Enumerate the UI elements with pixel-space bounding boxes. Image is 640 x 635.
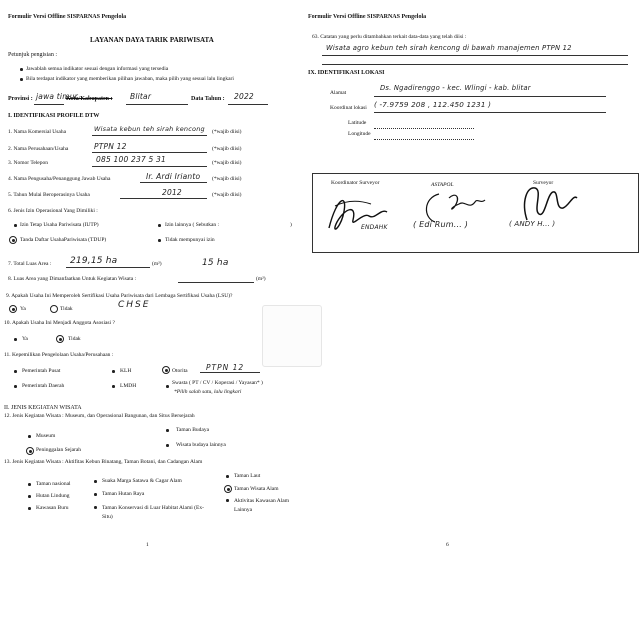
bullet-icon [166, 385, 169, 388]
longitude-field[interactable] [374, 139, 474, 140]
izin-option-lainnya-close: ) [290, 222, 292, 228]
q13-option-hutan-lindung[interactable]: Hutan Lindung [36, 493, 70, 499]
q13-label: 13. Jenis Kegiatan Wisata : Aktifitas Kebun Binatang, Taman Botani, dan Cadangan Alam [4, 459, 203, 465]
q63-underline-1 [322, 55, 628, 56]
luas-guna-unit: (m²) [256, 276, 266, 282]
left-page [0, 0, 300, 560]
q13-option-lainnya[interactable]: Aktivitas Kawasan Alam Lainnya [234, 498, 289, 513]
q63-value[interactable]: Wisata agro kebun teh sirah kencong di bawah manajemen PTPN 12 [326, 44, 572, 52]
selected-circle-icon[interactable] [162, 366, 170, 374]
right-header: Formulir Versi Offline SISPARNAS Pengelola [308, 14, 427, 20]
bullet-icon [226, 499, 229, 502]
year-value[interactable]: 2022 [234, 92, 254, 101]
field-1-underline [92, 135, 207, 136]
luas-guna-underline [178, 282, 254, 283]
instructions-title: Petunjuk pengisian : [8, 52, 57, 58]
bullet-icon [94, 506, 97, 509]
izin-option-lainnya[interactable]: Izin lainnya ( Sebutkan : [165, 222, 220, 228]
q10-no[interactable]: Tidak [68, 336, 81, 342]
q11-option-otorita[interactable]: Otorita [172, 368, 188, 374]
selected-circle-icon[interactable] [224, 485, 232, 493]
form-title: LAYANAN DAYA TARIK PARIWISATA [90, 36, 214, 44]
luas-total-underline [66, 267, 150, 268]
bullet-icon [112, 370, 115, 373]
q13-option-nasional[interactable]: Taman nasional [36, 481, 71, 487]
q11-label: 11. Kepemilikan Pengelolaan Usaha/Perusahaan : [4, 352, 114, 358]
kota-value[interactable]: Blitar [130, 92, 152, 101]
bullet-icon [94, 480, 97, 483]
q13-option-wisata-alam[interactable]: Taman Wisata Alam [234, 486, 279, 492]
bullet-icon [94, 493, 97, 496]
bullet-icon [28, 495, 31, 498]
coordinator-label: Koordinator Surveyor [331, 180, 380, 186]
kota-underline [126, 104, 188, 105]
q9-no[interactable]: Tidak [60, 306, 73, 312]
q63-underline-2 [322, 64, 628, 65]
q13-option-exsitu[interactable]: Taman Konservasi di Luar Habitat Alami (Ex-Situ) [102, 505, 204, 520]
field-5-value[interactable]: 2012 [162, 188, 182, 197]
option-circle-icon[interactable] [50, 305, 58, 313]
stamp-text: ASTAPOL [431, 182, 454, 188]
longitude-label: Longitude [348, 131, 371, 137]
left-header: Formulir Versi Offline SISPARNAS Pengelola [8, 14, 127, 20]
field-2-value[interactable]: PTPN 12 [94, 142, 127, 151]
latitude-label: Latitude [348, 120, 367, 126]
surveyor-label: Surveyor [533, 180, 554, 186]
otorita-underline [200, 372, 260, 373]
coord-label: Koordinat lokasi [330, 105, 367, 111]
q13-option-tahura[interactable]: Taman Hutan Raya [102, 491, 145, 497]
right-page-number: 6 [446, 542, 449, 548]
address-label: Alamat [330, 90, 347, 96]
luas-total-value[interactable]: 219,15 ha [70, 256, 118, 266]
luas-guna-value[interactable]: 15 ha [202, 258, 229, 268]
field-4-note: (*wajib diisi) [212, 176, 242, 182]
bullet-icon [112, 385, 115, 388]
field-2-note: (*wajib diisi) [212, 146, 242, 152]
coord-value[interactable]: ( -7.9759 208 , 112.450 1231 ) [374, 100, 492, 109]
q12-option-lainnya[interactable]: Wisata budaya lainnya [176, 442, 226, 448]
bullet-icon [158, 224, 161, 227]
surveyor-1-name: ( Edi Rum... ) [413, 220, 469, 229]
bullet-icon [14, 338, 17, 341]
field-5-note: (*wajib diisi) [212, 192, 242, 198]
address-underline [374, 96, 606, 97]
location-section-title: IX. IDENTIFIKASI LOKASI [308, 70, 385, 76]
luas-total-unit: (m²) [152, 261, 162, 267]
q12-option-museum[interactable]: Museum [36, 433, 56, 439]
instruction-1: Jawablah semua indikator sesuai dengan informasi yang tersedia [26, 66, 169, 72]
field-5-label: 5. Tahun Mulai Beroperasinya Usaha [8, 192, 90, 198]
q11-option-swasta[interactable]: Swasta ( PT / CV / Koperasi / Yayasan* ) [172, 380, 263, 386]
luas-guna-label: 8. Luas Area yang Dimanfaatkan Untuk Kegiatan Wisata : [8, 276, 137, 282]
field-3-note: (*wajib diisi) [212, 160, 242, 166]
bullet-icon [28, 507, 31, 510]
izin-label: 6. Jenis Izin Operasional Yang Dimiliki : [8, 208, 98, 214]
izin-option-none[interactable]: Tidak mempunyai izin [165, 237, 215, 243]
q11-option-lmdh[interactable]: LMDH [120, 383, 137, 389]
q9-note[interactable]: CHSE [118, 300, 151, 310]
field-1-note: (*wajib diisi) [212, 129, 242, 135]
section-1-title: I. IDENTIFIKASI PROFILE DTW [8, 113, 100, 119]
surveyor-2-name: ( ANDY H... ) [509, 220, 556, 228]
q13-option-suaka[interactable]: Suaka Marga Satawa & Cagar Alam [102, 478, 182, 484]
field-3-underline [92, 166, 207, 167]
field-4-label: 4. Nama Pengusaha/Penanggung Jawab Usaha [8, 176, 111, 182]
field-4-value[interactable]: Ir. Ardi Irianto [146, 172, 201, 181]
selected-circle-icon[interactable] [9, 305, 17, 313]
izin-option-iutp[interactable]: Izin Tetap Usaha Pariwisata (IUTP) [20, 222, 99, 228]
field-4-underline [140, 182, 207, 183]
coord-underline [374, 112, 606, 113]
bullet-icon [158, 239, 161, 242]
province-underline [34, 104, 64, 105]
q11-note: *Pilih salah satu, lalu lingkari [174, 389, 242, 395]
q13-option-buru[interactable]: Kawasan Buru [36, 505, 69, 511]
right-page [300, 0, 640, 560]
selected-circle-icon[interactable] [56, 335, 64, 343]
field-3-label: 3. Nomor Telepon [8, 160, 48, 166]
q12-label: 12. Jenis Kegiatan Wisata : Museum, dan Operasional Bangunan, dan Situs Bersejarah [4, 413, 195, 419]
izin-option-tdup[interactable]: Tanda Daftar UsahaPariwisata (TDUP) [20, 237, 107, 243]
field-3-value[interactable]: 085 100 237 5 31 [96, 155, 166, 164]
latitude-field[interactable] [374, 128, 474, 129]
q10-label: 10. Apakah Usaha Ini Menjadi Anggota Asosiasi ? [4, 320, 115, 326]
field-2-label: 2. Nama Perusahaan/Usaha [8, 146, 69, 152]
address-value[interactable]: Ds. Ngadirenggo - kec. Wlingi - kab. blitar [380, 84, 531, 92]
q10-yes[interactable]: Ya [22, 336, 28, 342]
q9-yes[interactable]: Ya [20, 306, 26, 312]
bullet-icon [226, 475, 229, 478]
field-1-label: 1. Nama Komersial Usaha [8, 129, 67, 135]
bullet-icon [166, 444, 169, 447]
bullet-icon [20, 78, 23, 81]
bullet-icon [14, 385, 17, 388]
bullet-icon [166, 429, 169, 432]
section-2-title: II. JENIS KEGIATAN WISATA [4, 405, 82, 411]
coordinator-name: ENDAHK [361, 224, 388, 231]
province-label: Provinsi : [8, 96, 33, 102]
province-value[interactable]: jawa timur [36, 92, 78, 101]
bullet-icon [20, 68, 23, 71]
q63-label: 63. Catatan yang perlu ditambahkan terkait data-data yang telah diisi : [312, 34, 467, 40]
q11-option-pusat[interactable]: Pemerintah Pusat [22, 368, 61, 374]
q9-label: 9. Apakah Usaha Ini Memperoleh Sertifikasi Usaha Pariwisata dari Lembaga Sertifikasi Usaha (LSU)? [6, 293, 233, 299]
q13-option-laut[interactable]: Taman Laut [234, 473, 261, 479]
field-2-underline [92, 152, 207, 153]
bullet-icon [14, 224, 17, 227]
year-label: Data Tahun : [191, 96, 225, 102]
q12-option-sejarah[interactable]: Peninggalan Sejarah [36, 447, 82, 453]
field-1-value[interactable]: Wisata kebun teh sirah kencong [94, 125, 205, 133]
q11-option-klh[interactable]: KLH [120, 368, 132, 374]
field-5-underline [120, 198, 207, 199]
left-page-number: 1 [146, 542, 149, 548]
q11-otorita-value[interactable]: PTPN 12 [206, 363, 245, 372]
bullet-icon [28, 483, 31, 486]
bullet-icon [28, 435, 31, 438]
selected-circle-icon[interactable] [9, 236, 17, 244]
kota-label: Kota/Kabupaten : [66, 96, 113, 102]
q11-option-daerah[interactable]: Pemerintah Daerah [22, 383, 65, 389]
signature-box [312, 173, 639, 253]
instruction-2: Bila terdapat indikator yang memberikan pilihan jawaban, maka pilih yang sesuai lalu lingkari [26, 76, 234, 82]
q12-option-budaya[interactable]: Taman Budaya [176, 427, 210, 433]
selected-circle-icon[interactable] [26, 447, 34, 455]
luas-total-label: 7. Total Luas Area : [8, 261, 52, 267]
year-underline [228, 104, 268, 105]
bullet-icon [14, 370, 17, 373]
